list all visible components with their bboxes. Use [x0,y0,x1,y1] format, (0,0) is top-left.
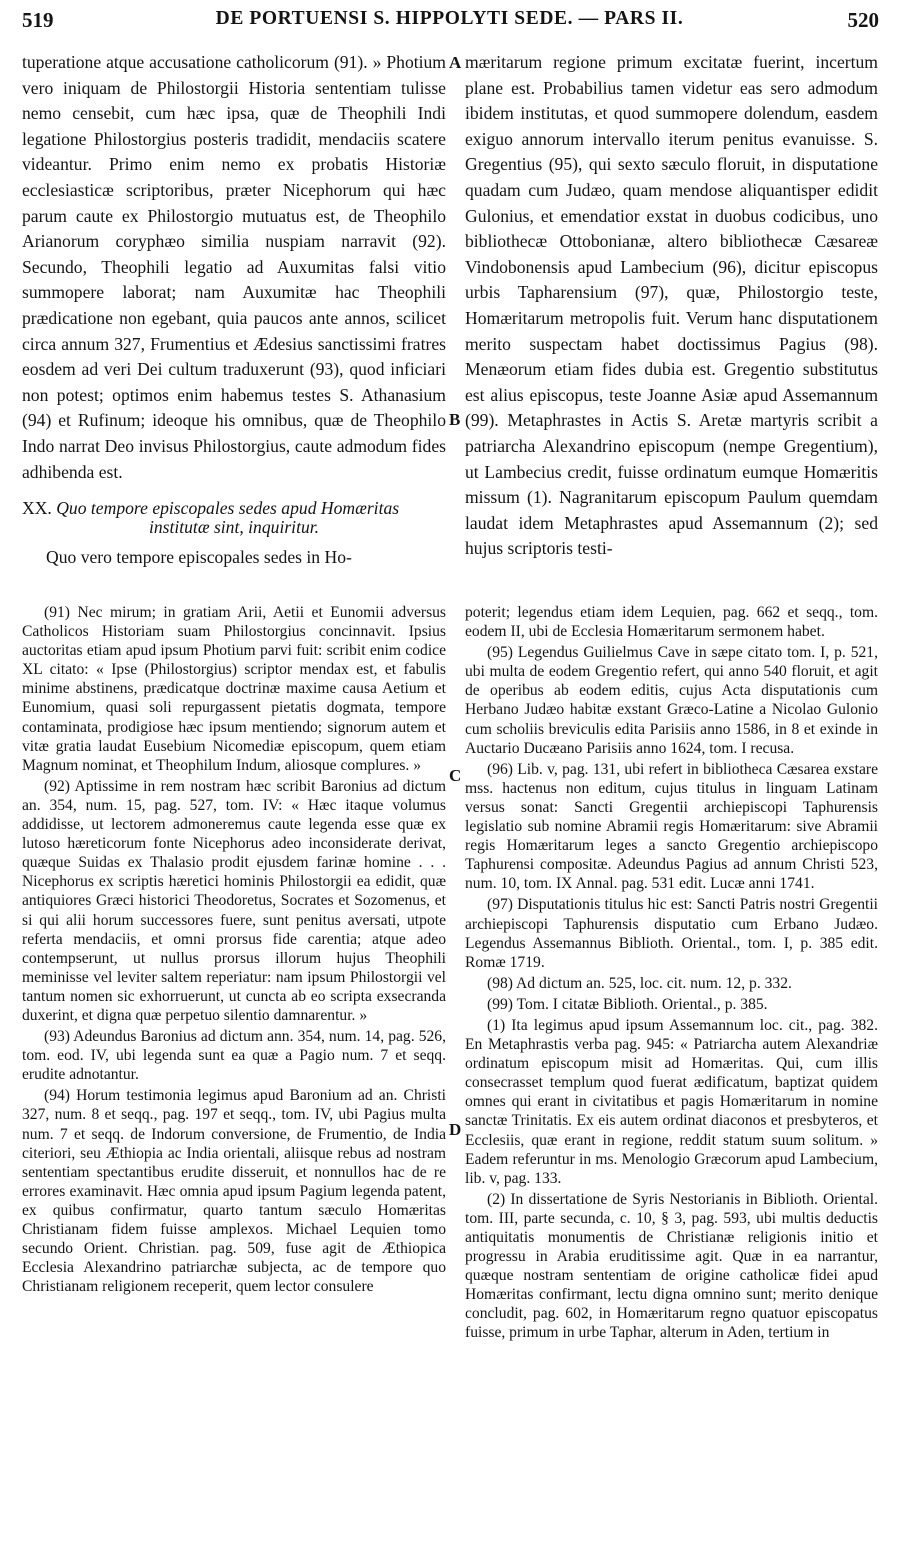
section-title: Quo tempore episcopales sedes apud Homæritas [56,498,400,519]
page-number-right: 520 [847,8,879,32]
margin-letter-d: D [449,1120,462,1139]
main-paragraph: Quo vero tempore episcopales sedes in Ho- [46,547,352,568]
footnote: (98) Ad dictum an. 525, loc. cit. num. 12, p. 332. [487,974,792,992]
margin-letter-a: A [449,53,462,72]
footnote: (99) Tom. I citatæ Biblioth. Oriental., p. 385. [487,995,768,1013]
margin-letter-c: C [449,766,462,785]
footnote: (2) In dissertatione de Syris Nestorianis in Biblioth. Oriental. tom. III, parte secunda, c. 10, § 3, pag. 593, ubi multis deductis antiquitatis monumentis de Christianæ religionis initio et progressu in Arabia eruditissime agit. Quæ in ea narrantur, quæque nostram sententiam de origine catholicæ fidei apud Homæritas confirmant, lectu digna omnino sunt; merito denique concludit, pag. 602, in Homæritarum regno quatuor episcopatus fuisse, primum in urbe Taphar, alterum in Aden, tertium in [465,1190,878,1342]
footnote-continued: poterit; legendus etiam idem Lequien, pag. 662 et seqq., tom. eodem II, ubi de Ecclesia Homæritarum sermonem habet. [465,604,878,641]
footnote: (97) Disputationis titulus hic est: Sancti Patris nostri Gregentii archiepiscopi Taphurensis disputatio cum Erbano Judæo. Legendus Assemannus Biblioth. Oriental., tom. I, p. 385 edit. Romæ 1719. [465,896,878,971]
running-title: DE PORTUENSI S. HIPPOLYTI SEDE. — PARS II. [215,8,684,29]
footnote: (92) Aptissime in rem nostram hæc scribit Baronius ad dictum an. 354, num. 15, pag. 527, tom. IV: « Hæc itaque volumus addidisse, ut lectorem admoneremus caute legenda esse quæ ex lutoso hæreticorum fonte Nicephorus adeo inconsiderate derivat, quæque Suidas ex Thalasio prodit ejusdem farinæ homine . . . Nicephorus ex scriptis hæretici hominis Philostorgii ea edidit, quæ antiquiores Græci historici Theodoretus, Socrates et Sozomenus, et si qui alii horum successores fuere, sunt penitus aversati, utpote referta mendaciis, et omni prorsus fide carentia; atque adeo contempserunt, ut nullus prorsus illorum hujus Theophili meminisse vel leviter saltem reperiatur: nam ipsum Philostorgii vel tantum nomen sic exhorruerunt, ut cuncta ab eo scripta exsecranda duxerint, et digna quæ perpetuo silentio damnarentur. » [22,777,446,1024]
section-heading [22,499,446,537]
footnote: (91) Nec mirum; in gratiam Arii, Aetii et Eunomii adversus Catholicos Historiam suam Philostorgius concinnavit. Ipsius auctoritas etiam apud ipsum Photium parvi fuit: scribit enim codice XL citato: « Ipse (Philostorgius) scriptor mendax est, et fabulis minime abstinens, prædicatque doctrinæ maxime causa Aetium et Eunomium, quasi soli repurgassent pietatis dogmata, tempore contaminata, prodigiose hæc ipsum mentiendo; signorum autem et vitæ gratia laudat Eusebium Nicomediæ episcopum, quem etiam Magnum nominat, et Theophilum Indum, aliosque complures. » [22,604,446,774]
margin-letter-b: B [449,410,461,429]
footnote: (95) Legendus Guilielmus Cave in sæpe citato tom. I, p. 521, ubi multa de eodem Gregentio refert, qui anno 540 floruit, et agit de operibus ab eodem editis, cujus Acta disputationis cum Herbano Judæo habitæ exstant Græco-Latine a Nicolao Gulonio cum scholiis breviculis edita Parisiis anno 1586, in 8 et exinde in Auctario Ducæano Parisiis anno 1624, tom. I recusa. [465,644,878,757]
left-main-column [22,50,446,571]
left-footnotes [22,603,446,1298]
running-header [0,0,899,44]
footnote: (96) Lib. v, pag. 131, ubi refert in bibliotheca Cæsarea exstare mss. hactenus non editum, cujus titulus in linguam Latinam versus sonat: Sancti Gregentii archiepiscopi Taphurensis legislatio sub nomine Abramii regis Homæritarum: sive Abramii regis Homæritarum leges a sancto Gregentio archiepiscopo Taphurensi compositæ. Adeundus Pagius ad annum Christi 523, num. 10, tom. IX Annal. pag. 531 edit. Lucæ anni 1741. [465,760,878,893]
section-title-continued: institutæ sint, inquiritur. [148,517,320,538]
right-main-column [465,50,878,562]
section-number: XX. [22,498,52,519]
footnote: (93) Adeundus Baronius ad dictum ann. 354, num. 14, pag. 526, tom. eod. IV, ubi legenda sunt ea quæ a Pagio num. 7 et seqq. erudite adnotantur. [22,1028,446,1084]
main-paragraph: mæritarum regione primum excitatæ fuerint, incertum plane est. Probabilius tamen videtur eas sero admodum ibidem institutas, et quod summopere dolendum, easdem exiguo annorum intervallo iterum penitus evanuisse. S. Gregentius (95), qui sexto sæculo floruit, in disputatione quadam cum Judæo, quam mendose aliquantisper edidit Gulonius, et emendatior exstat in duobus codicibus, uno bibliothecæ Ottobonianæ, altero bibliothecæ Cæsareæ Vindobonensis apud Lambecium (96), dicitur episcopus urbis Tapharensium (97), quæ, Philostorgio teste, Homæritarum metropolis fuit. Verum hanc disputationem merito suspectam habet doctissimus Pagius (98). Menæorum etiam fides dubia est. Gregentio substitutus est alius episcopus, teste Joanne Asiæ apud Assemannum (99). Metaphrastes in Actis S. Aretæ martyris scribit a patriarcha Alexandrino episcopum (nempe Gregentium), ut Lambecius credit, fuisse ordinatum eumque Homæritis missum (1). Nagranitarum episcopum Paulum quemdam laudat idem Metaphrastes apud Assemannum (2); sed hujus scriptoris testi- [465,52,878,559]
main-paragraph: tuperatione atque accusatione catholicorum (91). » Photium vero iniquam de Philostorgii Historia sententiam tulisse nemo censebit, cum hæc ipsa, quæ de Theophili Indi legatione Philostorgius posteris tradidit, mendaciis scatere videantur. Primo enim nemo ex probatis Historiæ ecclesiasticæ scriptoribus, præter Nicephorum qui hæc parum caute ex Philostorgio mutuatus est, de Theophilo Arianorum coryphæo similia nuspiam narravit (92). Secundo, Theophili legatio ad Auxumitas falsi vitio summopere laborat; nam Auxumitæ hac Theophili prædicatione non egebant, quia paucos ante annos, scilicet circa annum 327, Frumentius et Ædesius sanctissimi fratres eosdem ad veri Dei cultum traduxerunt (93), quod inficiari non potest; optimos enim habemus testes S. Athanasium (94) et Rufinum; ideoque his omnibus, quæ de Theophilo Indo narrat Deo invisus Philostorgius, caute admodum fides adhibenda est. [22,52,446,482]
right-footnotes [465,603,878,1345]
footnote: (94) Horum testimonia legimus apud Baronium ad an. Christi 327, num. 8 et seqq., pag. 197 et seqq., tom. IV, ubi Pagius multa num. 7 et seqq. de Indorum conversione, de Frumentio, de India citeriori, seu Æthiopia ac India orientali, aliisque rebus ad nostram sententiam spectantibus erudite disseruit, et nonnullos hac de re errores examinavit. Hæc omnia apud ipsum Pagium legenda patent, ex quibus confirmatur, quarto tantum sæculo Homæritas Christianam fidem fuisse amplexos. Michael Lequien tomo secundo Orient. Christian. pag. 509, fuse agit de Æthiopica Ecclesia Alexandrino patriarchæ subjecta, ac de tempore quo Christianam religionem receperit, quem lector consulere [22,1087,446,1296]
footnote: (1) Ita legimus apud ipsum Assemannum loc. cit., pag. 382. En Metaphrastis verba pag. 945: « Patriarcha autem Alexandriæ ordinatum episcopum misit ad Homæritas. Qui, cum illis consecrasset templum quod fuerat ædificatum, baptizat quidem omnes qui erant in civitatibus et pagis Homæritarum in nomine sanctæ Trinitatis. Ex eis autem ordinat diaconos et presbyteros, et Ecclesiis, quæ erant in regione, reddit statum suum solitum. » Eadem referuntur in ms. Menologio Græcorum apud Lambecium, lib. v, pag. 133. [465,1016,878,1187]
page-number-left: 519 [22,8,54,32]
